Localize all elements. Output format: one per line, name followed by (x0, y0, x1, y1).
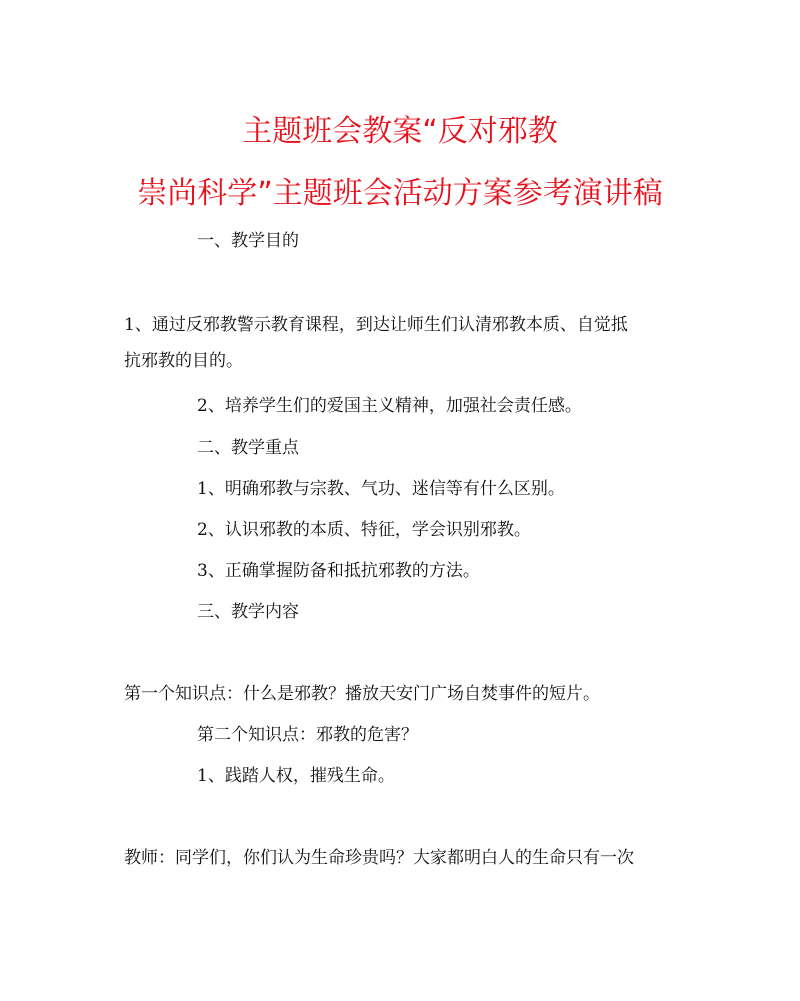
document-title-line-2: 崇尚科学”主题班会活动方案参考演讲稿 (137, 176, 663, 211)
section-heading-teaching-focus: 二、教学重点 (197, 438, 299, 458)
paragraph-focus-1: 1、明确邪教与宗教、气功、迷信等有什么区别。 (197, 479, 565, 499)
section-heading-teaching-goals: 一、教学目的 (197, 231, 299, 251)
paragraph-harm-1: 1、践踏人权，摧残生命。 (197, 766, 395, 786)
paragraph-knowledge-1: 第一个知识点：什么是邪教？播放天安门广场自焚事件的短片。 (124, 684, 600, 704)
paragraph-goal-1-line-1: 1、通过反邪教警示教育课程，到达让师生们认清邪教本质、自觉抵 (124, 315, 628, 335)
paragraph-knowledge-2: 第二个知识点：邪教的危害？ (197, 725, 418, 745)
document-title-line-1: 主题班会教案“反对邪教 (242, 114, 558, 149)
paragraph-goal-1-line-2: 抗邪教的目的。 (124, 351, 243, 371)
paragraph-focus-3: 3、正确掌握防备和抵抗邪教的方法。 (197, 561, 480, 581)
paragraph-teacher-speech: 教师：同学们，你们认为生命珍贵吗？大家都明白人的生命只有一次 (124, 848, 634, 868)
paragraph-focus-2: 2、认识邪教的本质、特征，学会识别邪教。 (197, 520, 531, 540)
section-heading-teaching-content: 三、教学内容 (197, 602, 299, 622)
paragraph-goal-2: 2、培养学生们的爱国主义精神，加强社会责任感。 (197, 396, 582, 416)
